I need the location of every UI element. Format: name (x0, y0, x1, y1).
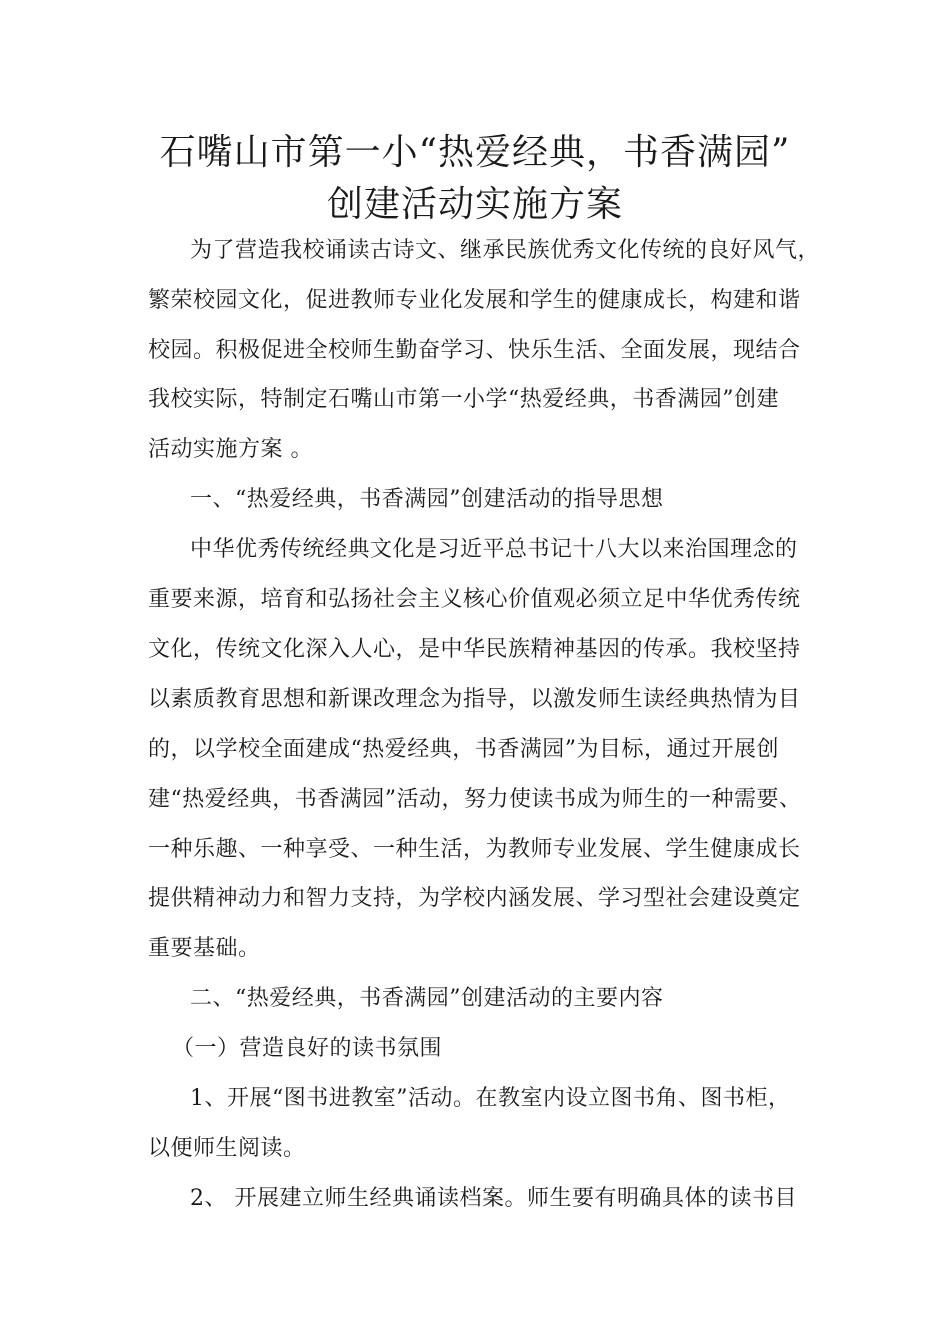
document-title-line-2: 创建活动实施方案 (326, 184, 623, 225)
paragraph-line: 为了营造我校诵读古诗文、继承民族优秀文化传统的良好风气， (190, 238, 821, 263)
list-item-1: 1、开展“图书进教室”活动。在教室内设立图书角、图书柜， (190, 1086, 791, 1111)
paragraph-line: 文化，传统文化深入人心，是中华民族精神基因的传承。我校坚持 (148, 637, 801, 662)
paragraph-line: 校园。积极促进全校师生勤奋学习、快乐生活、全面发展，现结合 (148, 338, 801, 363)
paragraph-line: 繁荣校园文化，促进教师专业化发展和学生的健康成长，构建和谐 (148, 288, 801, 313)
subsection-heading-1: （一）营造良好的读书氛围 (172, 1036, 443, 1061)
paragraph-line: 重要基础。 (148, 936, 261, 961)
paragraph-line: 重要来源，培育和弘扬社会主义核心价值观必须立足中华优秀传统 (148, 587, 801, 612)
list-item-2: 2、 开展建立师生经典诵读档案。师生要有明确具体的读书目 (190, 1186, 797, 1211)
paragraph-line: 中华优秀传统经典文化是习近平总书记十八大以来治国理念的 (190, 537, 798, 562)
paragraph-line: 提供精神动力和智力支持，为学校内涵发展、学习型社会建设奠定 (148, 886, 801, 911)
paragraph-line: 以便师生阅读。 (148, 1136, 306, 1161)
paragraph-line: 活动实施方案 。 (148, 437, 313, 462)
document-title-line-1: 石嘴山市第一小“热爱经典，书香满园” (159, 132, 791, 173)
section-heading-1: 一、“热爱经典，书香满园”创建活动的指导思想 (190, 487, 664, 512)
paragraph-line: 以素质教育思想和新课改理念为指导，以激发师生读经典热情为目 (148, 687, 801, 712)
paragraph-line: 一种乐趣、一种享受、一种生活，为教师专业发展、学生健康成长 (148, 837, 801, 862)
section-heading-2: 二、“热爱经典，书香满园”创建活动的主要内容 (190, 986, 664, 1011)
paragraph-line: 我校实际，特制定石嘴山市第一小学“热爱经典，书香满园”创建 (148, 387, 779, 412)
paragraph-line: 的，以学校全面建成“热爱经典，书香满园”为目标，通过开展创 (148, 737, 779, 762)
paragraph-line: 建“热爱经典，书香满园”活动，努力使读书成为师生的一种需要、 (148, 787, 802, 812)
